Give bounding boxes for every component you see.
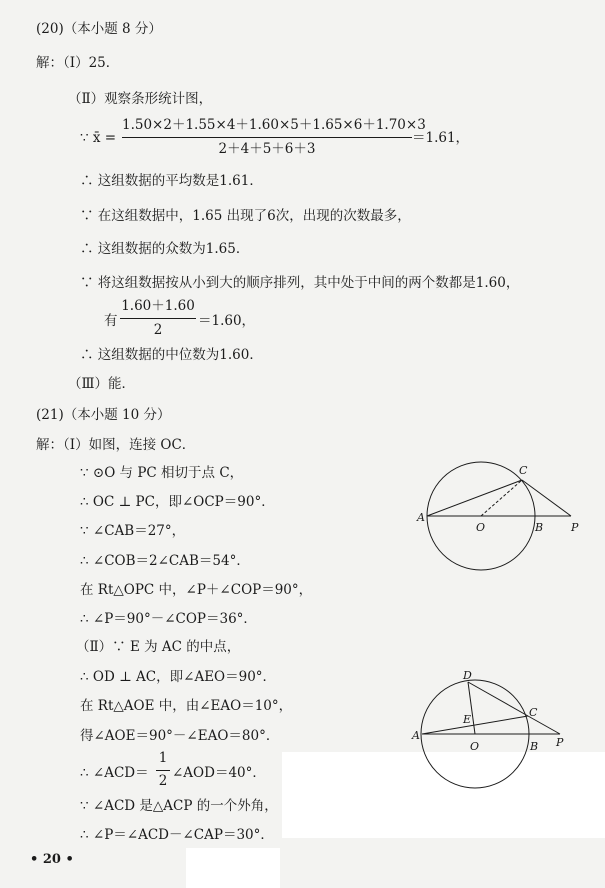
q21-line10-frac-num: 1 [158,750,168,766]
fig2-label-d: D [463,669,472,682]
q21-line8: 在 Rt△AOE 中，由∠EAO＝10°， [80,698,293,714]
q20-part2: （Ⅱ）观察条形统计图， [68,91,213,107]
q21-line10-suffix: ∠AOD＝40°． [172,765,266,781]
figure-tangent-circle [415,458,595,598]
page-number: • 20 • [30,852,74,867]
fig1-label-p: P [571,521,579,534]
q21-line4: ∴ ∠COB＝2∠CAB＝54°． [80,553,250,569]
q21-line11: ∵ ∠ACD 是△ACP 的一个外角， [80,798,278,814]
q20-median-fraction-bar [120,318,196,319]
fig1-label-b: B [535,521,544,534]
fig2-label-p: P [556,736,564,749]
q21-part1: 解：（Ⅰ）如图，连接 OC． [36,437,196,453]
q21-header: (21)（本小题 10 分） [36,407,171,423]
q20-median-result: ＝1.60， [198,313,256,329]
q20-therefore1: ∴ 这组数据的平均数是1.61． [80,173,263,189]
q20-mean-denominator: 2＋4＋5＋6＋3 [218,141,316,157]
q21-part2: （Ⅱ）∵ E 为 AC 的中点， [76,639,241,655]
q20-part3: （Ⅲ）能． [68,376,136,392]
q20-because3: ∵ 将这组数据按从小到大的顺序排列，其中处于中间的两个数都是1.60， [80,275,520,291]
q20-therefore3: ∴ 这组数据的中位数为1.60． [80,347,263,363]
q21-line9: 得∠AOE＝90°－∠EAO＝80°． [80,728,280,744]
fig1-label-o: O [476,521,486,534]
q20-median-prefix: 有 [104,313,118,329]
q21-line5: 在 Rt△OPC 中，∠P＋∠COP＝90°， [80,582,313,598]
fig2-label-c: C [529,706,538,719]
redaction-box [186,848,280,888]
q20-median-numerator: 1.60＋1.60 [121,298,195,314]
q21-line12: ∴ ∠P＝∠ACD－∠CAP＝30°． [80,827,274,843]
fig1-label-a: A [417,511,425,524]
q21-line7: ∴ OD ⊥ AC，即∠AEO＝90°． [80,669,277,685]
q20-mean-prefix: ∵ x̄ = [80,130,117,146]
q21-line3: ∵ ∠CAB＝27°， [80,523,186,539]
q21-line10-frac-bar [156,770,170,771]
fig2-label-o: O [470,740,480,753]
q20-mean-result: ＝1.61， [412,130,470,146]
q21-line10-prefix: ∴ ∠ACD＝ [80,765,149,781]
figure-chord-circle [410,668,595,798]
q21-line10-frac-den: 2 [158,773,168,789]
fig2-label-a: A [412,729,420,742]
q20-therefore2: ∴ 这组数据的众数为1.65． [80,241,250,257]
q20-mean-fraction-bar [122,137,412,138]
fig2-label-e: E [463,713,472,726]
q20-mean-numerator: 1.50×2＋1.55×4＋1.60×5＋1.65×6＋1.70×3 [122,117,426,133]
q20-part1: 解：（Ⅰ）25． [36,55,120,71]
q21-line6: ∴ ∠P＝90°－∠COP＝36°． [80,611,257,627]
q21-line1: ∵ ⊙O 与 PC 相切于点 C， [80,465,244,481]
q20-header: (20)（本小题 8 分） [36,21,162,37]
fig1-label-c: C [519,464,528,477]
q20-because2: ∵ 在这组数据中，1.65 出现了6次，出现的次数最多， [80,208,411,224]
q21-line2: ∴ OC ⊥ PC，即∠OCP＝90°． [80,494,275,510]
fig2-label-b: B [530,740,539,753]
q20-median-denominator: 2 [153,322,163,338]
